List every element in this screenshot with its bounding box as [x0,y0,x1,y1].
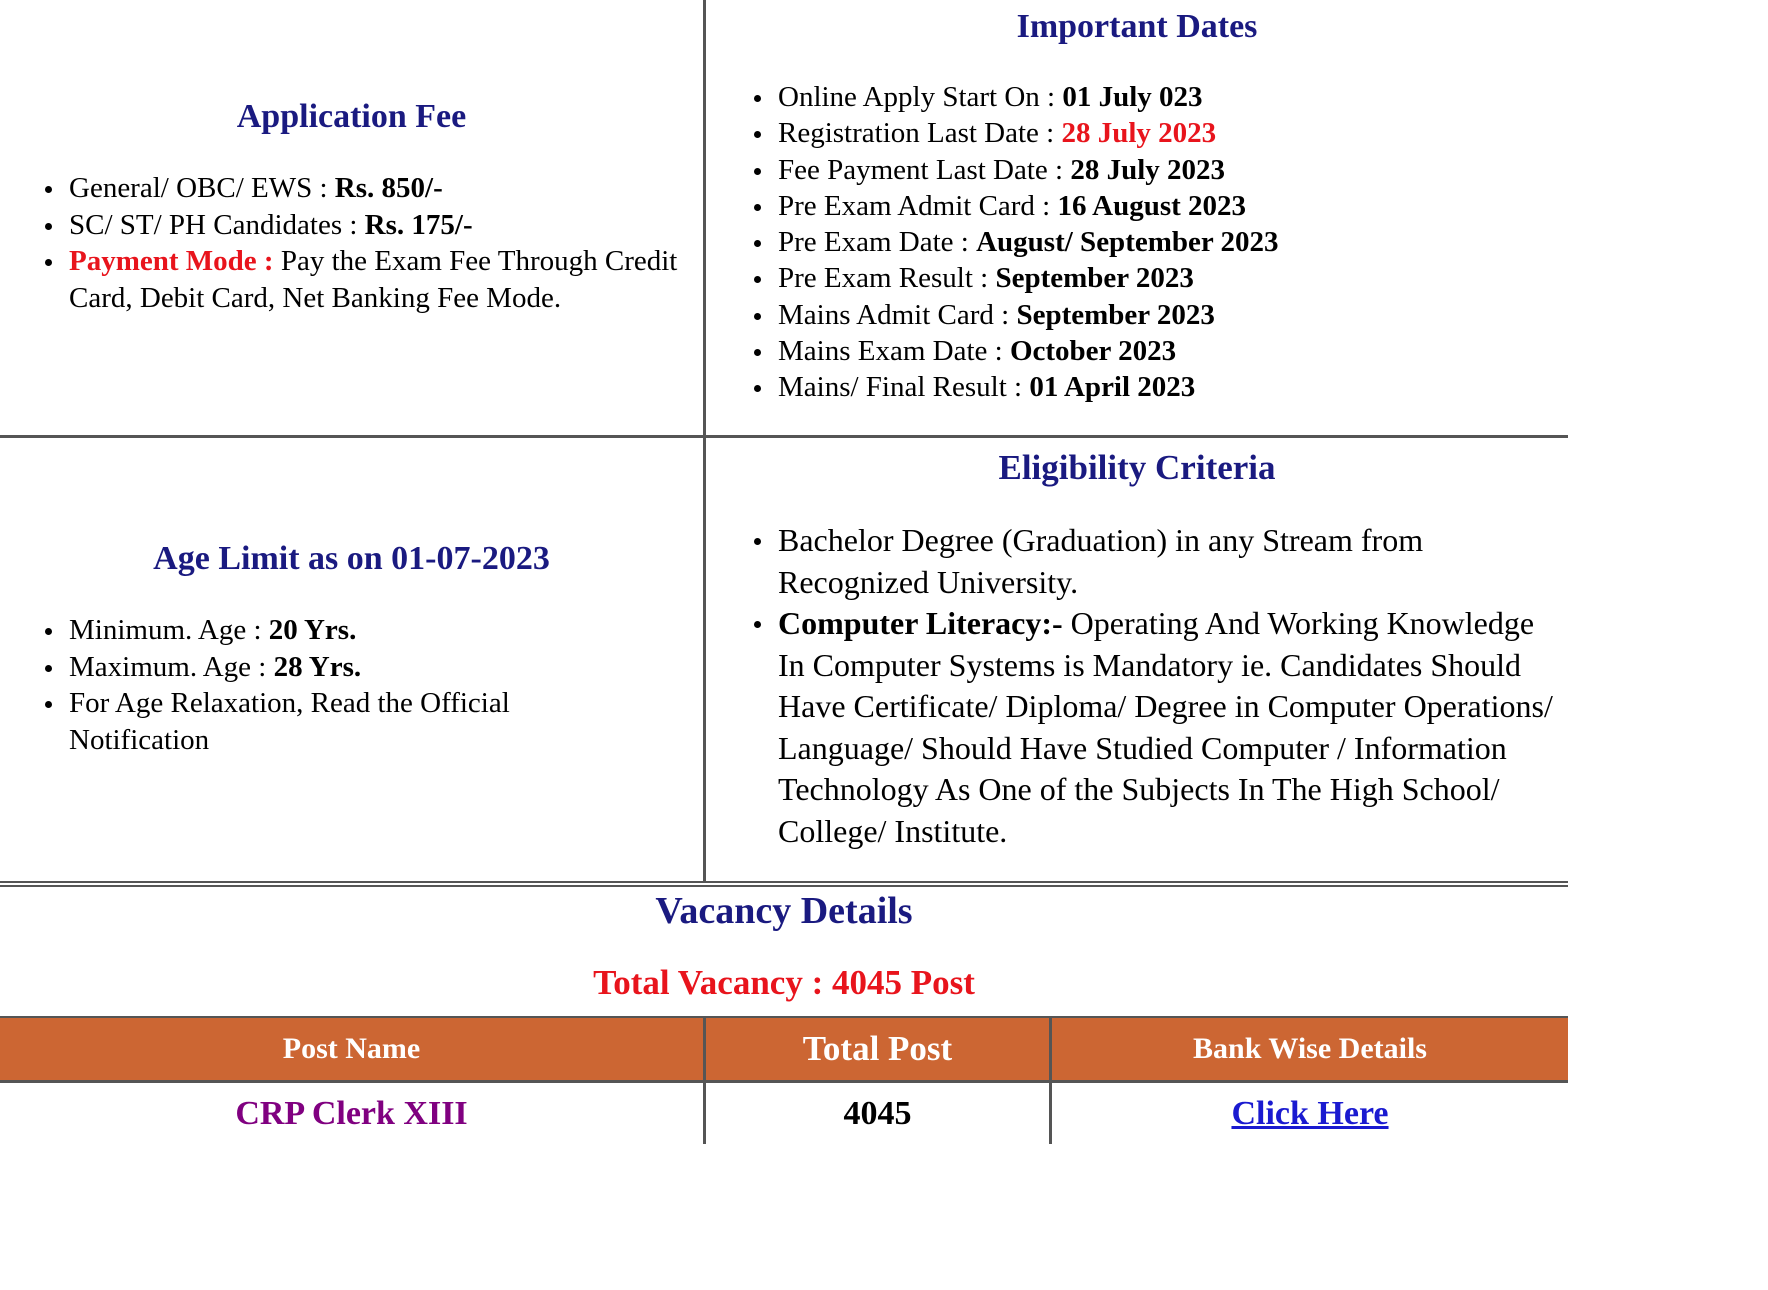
column-header-bank-details: Bank Wise Details [1193,1032,1427,1065]
table-border-top [0,1016,1568,1018]
total-vacancy-text: Total Vacancy : 4045 Post [593,963,975,1002]
list-item: Mains Admit Card : September 2023 [754,297,1564,333]
eligibility-heading: Eligibility Criteria [998,448,1276,487]
bank-wise-details-cell [1052,1084,1568,1144]
post-name-cell: CRP Clerk XIII [235,1095,468,1132]
list-item: Fee Payment Last Date : 28 July 2023 [754,152,1564,188]
application-fee-section [0,0,703,435]
section-divider-lower [0,885,1568,887]
list-item: General/ OBC/ EWS : Rs. 850/- [45,170,701,207]
application-fee-heading: Application Fee [236,98,467,135]
list-item: Bachelor Degree (Graduation) in any Stream from Recognized University. [754,520,1518,603]
eligibility-section [706,438,1568,881]
computer-literacy-label: Computer Literacy:- [778,605,1063,641]
important-dates-section [706,0,1568,435]
column-header-post-name: Post Name [282,1032,421,1065]
registration-last-date: 28 July 2023 [1061,117,1217,150]
list-item: Pre Exam Admit Card : 16 August 2023 [754,188,1564,224]
list-item: Maximum. Age : 28 Yrs. [45,649,665,686]
list-item: Mains/ Final Result : 01 April 2023 [754,369,1564,405]
click-here-link[interactable]: Click Here [1231,1095,1389,1132]
important-dates-list [754,79,1564,406]
vacancy-heading: Vacancy Details [655,890,913,932]
list-item: Online Apply Start On : 01 July 023 [754,79,1564,115]
column-header-total-post: Total Post [802,1029,953,1068]
age-limit-list [45,612,665,758]
list-item: Computer Literacy:- Operating And Working Knowledge In Computer Systems is Mandatory ie. Candidates Should Have Certificate/ Diploma/ Degree in Computer Operations/ Language/ Should Have Studied Computer / Information Technology As One of the Subjects In The High School/ College/ Institute. [754,603,1568,852]
list-item: Pre Exam Date : August/ September 2023 [754,224,1564,260]
important-dates-heading: Important Dates [1016,8,1258,45]
table-border-mid [0,1080,1568,1083]
payment-mode-label: Payment Mode : [69,245,274,277]
list-item: Mains Exam Date : October 2023 [754,333,1564,369]
list-item: Pre Exam Result : September 2023 [754,260,1564,296]
list-item: SC/ ST/ PH Candidates : Rs. 175/- [45,207,701,244]
section-divider [0,881,1568,883]
age-limit-section [0,438,703,881]
list-item: Registration Last Date : 28 July 2023 [754,115,1564,151]
list-item: Minimum. Age : 20 Yrs. [45,612,665,649]
list-item: For Age Relaxation, Read the Official Notification [45,685,609,758]
application-fee-list [45,170,701,316]
age-limit-heading: Age Limit as on 01-07-2023 [153,540,550,577]
eligibility-list [754,520,1568,852]
total-post-cell: 4045 [843,1095,912,1132]
payment-mode-item: Payment Mode : Pay the Exam Fee Through Credit Card, Debit Card, Net Banking Fee Mode. [45,243,701,316]
